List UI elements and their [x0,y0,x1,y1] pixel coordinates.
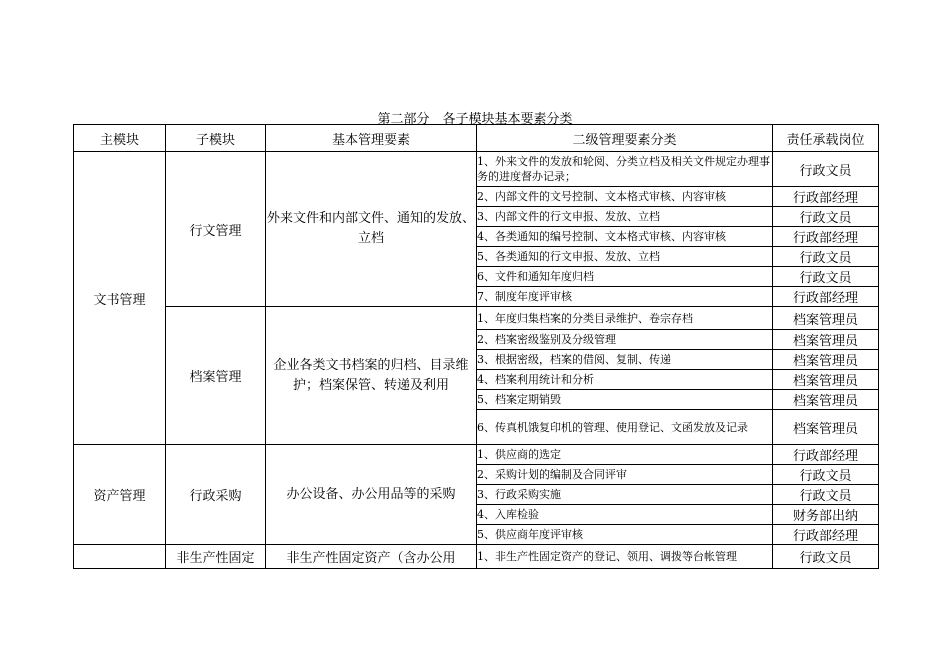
responsible-post: 行政部经理 [773,445,879,465]
responsible-post: 行政文员 [773,152,879,187]
header-row [74,125,879,152]
responsible-post: 行政部经理 [773,287,879,307]
responsible-post: 行政文员 [773,465,879,485]
main-module-cell: 资产管理 [74,445,166,545]
responsible-post: 档案管理员 [773,330,879,350]
table-row [74,307,879,330]
secondary-item: 2、档案密级鉴别及分级管理 [477,330,773,350]
responsible-post: 行政文员 [773,485,879,505]
header-basic-elements: 基本管理要素 [266,125,477,152]
table-row [74,445,879,465]
responsible-post: 行政部经理 [773,227,879,247]
sub-module-cell [74,545,166,569]
basic-element-cell: 办公设备、办公用品等的采购 [266,445,477,545]
secondary-item: 3、行政采购实施 [477,485,773,505]
responsible-post: 档案管理员 [773,390,879,410]
secondary-item: 1、非生产性固定资产的登记、领用、调拨等台帐管理 [477,545,773,569]
responsible-post: 档案管理员 [773,370,879,390]
secondary-item: 5、各类通知的行文申报、发放、立档 [477,247,773,267]
header-responsible-post: 责任承载岗位 [773,125,879,152]
responsible-post: 档案管理员 [773,350,879,370]
responsible-post: 行政部经理 [773,187,879,207]
responsible-post: 行政文员 [773,545,879,569]
header-secondary-elements: 二级管理要素分类 [477,125,773,152]
basic-element-cell: 外来文件和内部文件、通知的发放、立档 [266,152,477,307]
secondary-item: 1、供应商的选定 [477,445,773,465]
secondary-item: 4、档案利用统计和分析 [477,370,773,390]
page-title: 第二部分 各子模块基本要素分类 [377,112,573,127]
secondary-item: 1、年度归集档案的分类目录维护、卷宗存档 [477,307,773,330]
responsible-post: 行政文员 [773,267,879,287]
element-table [73,124,879,569]
table-row [74,152,879,187]
secondary-item: 5、档案定期销毁 [477,390,773,410]
secondary-item: 5、供应商年度评审核 [477,525,773,545]
sub-module-cell: 档案管理 [166,307,266,445]
secondary-item: 6、文件和通知年度归档 [477,267,773,287]
secondary-item: 4、各类通知的编号控制、文本格式审核、内容审核 [477,227,773,247]
header-main-module: 主模块 [74,125,166,152]
responsible-post: 行政部经理 [773,525,879,545]
basic-element-cell: 非生产性固定资产（含办公用 [266,545,477,569]
responsible-post: 财务部出纳 [773,505,879,525]
responsible-post: 行政文员 [773,247,879,267]
sub-module-cell: 行政采购 [166,445,266,545]
secondary-item: 7、制度年度评审核 [477,287,773,307]
secondary-item: 3、内部文件的行文申报、发放、立档 [477,207,773,227]
secondary-item: 4、入库检验 [477,505,773,525]
sub-module-cell: 非生产性固定 [166,545,266,569]
secondary-item: 3、根据密级，档案的借阅、复制、传递 [477,350,773,370]
sub-module-cell: 行文管理 [166,152,266,307]
header-sub-module: 子模块 [166,125,266,152]
responsible-post: 档案管理员 [773,410,879,445]
responsible-post: 档案管理员 [773,307,879,330]
secondary-item: 1、外来文件的发放和轮阅、分类立档及相关文件规定办理事务的进度督办记录； [477,152,773,187]
basic-element-cell: 企业各类文书档案的归档、目录维护；档案保管、转递及利用 [266,307,477,445]
table-row [74,545,879,569]
main-module-cell: 文书管理 [74,152,166,445]
responsible-post: 行政文员 [773,207,879,227]
secondary-item: 2、采购计划的编制及合同评审 [477,465,773,485]
secondary-item: 2、内部文件的文号控制、文本格式审核、内容审核 [477,187,773,207]
secondary-item: 6、传真机饿复印机的管理、使用登记、文函发放及记录 [477,410,773,445]
